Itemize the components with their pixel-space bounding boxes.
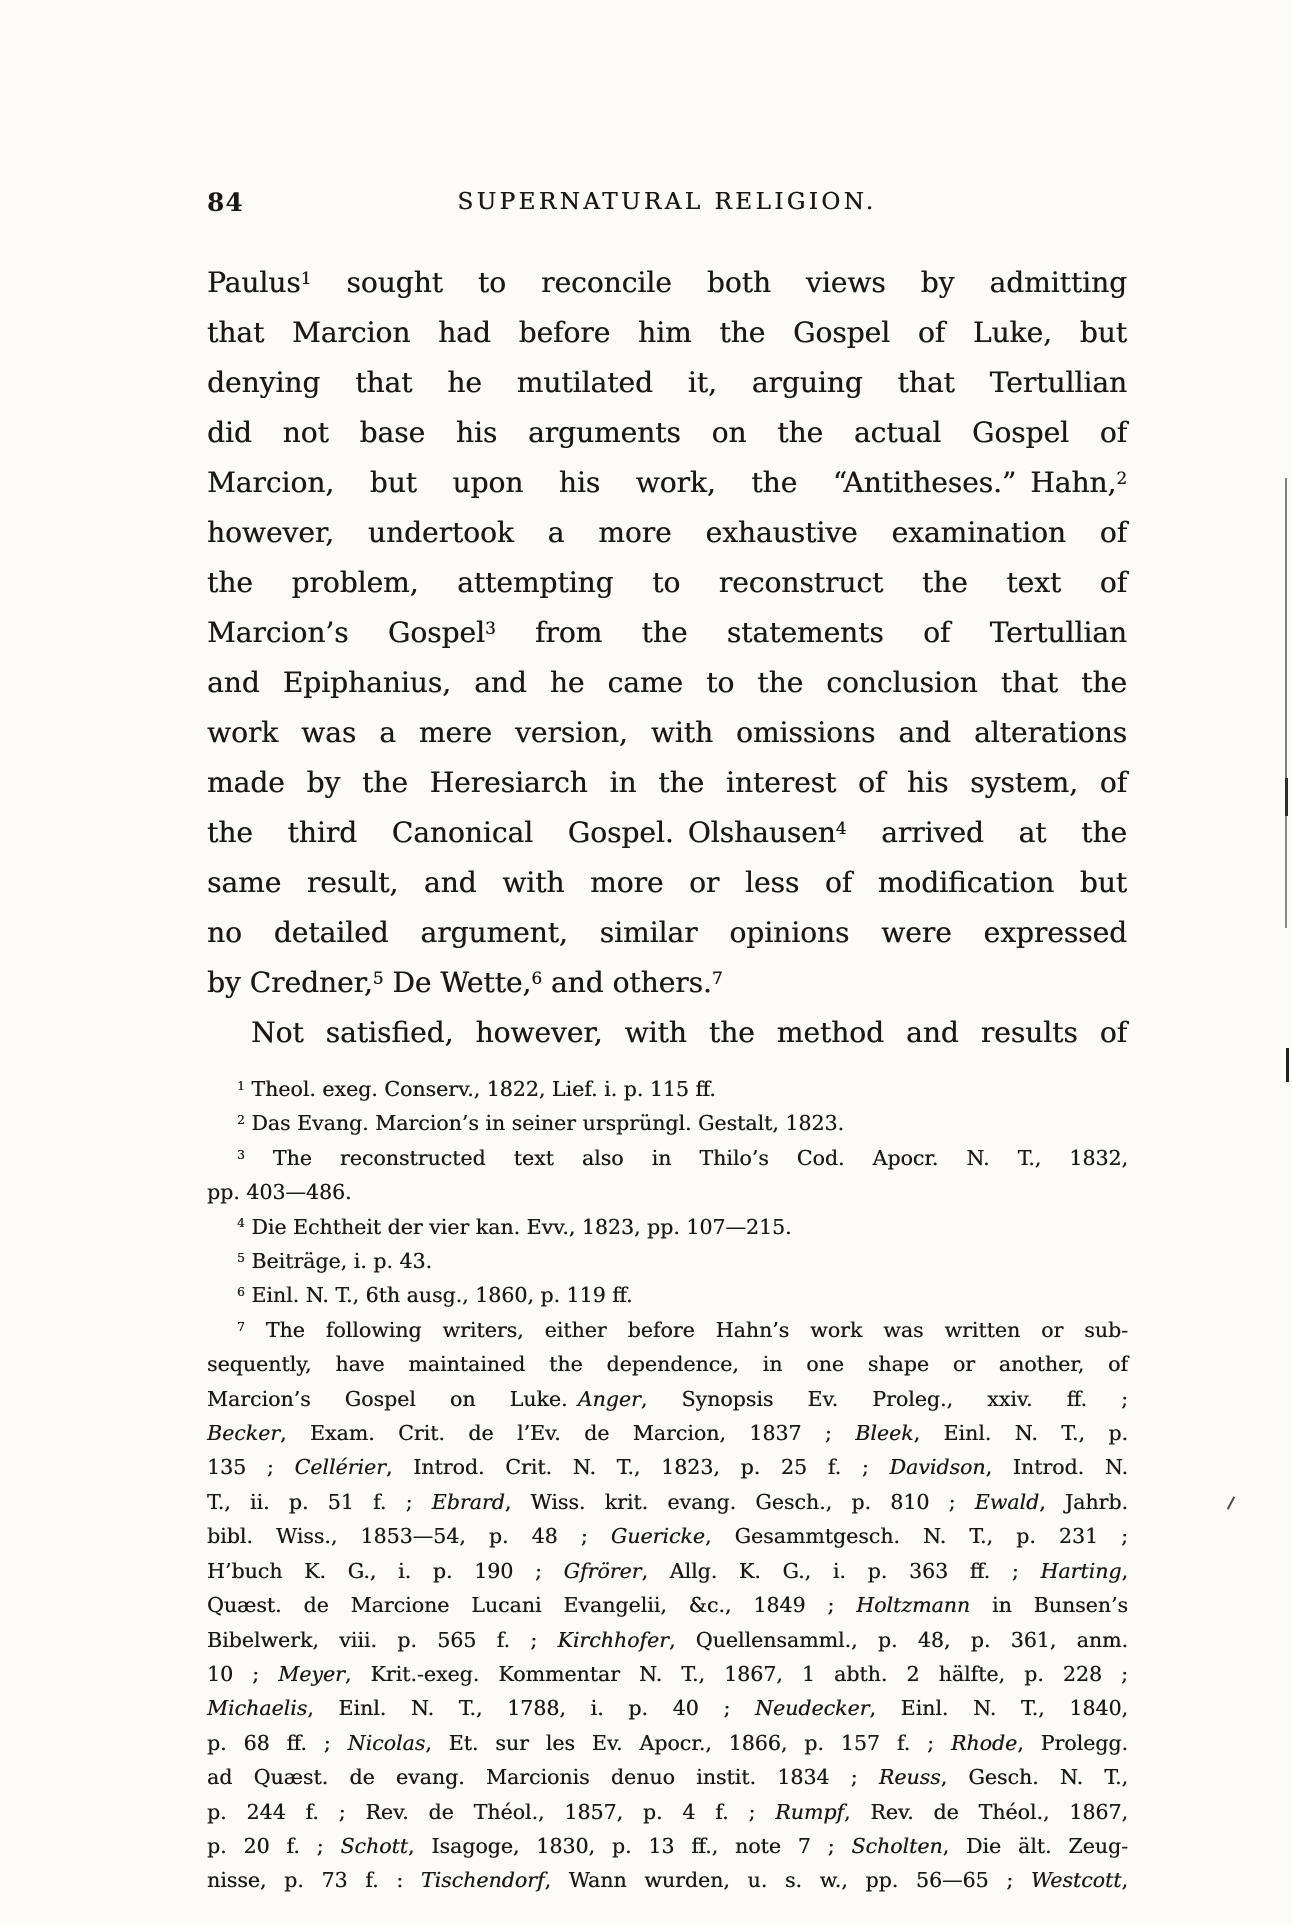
- footnote-line: [207, 1829, 1128, 1863]
- text-segment: 135 ;: [207, 1455, 295, 1480]
- text-segment: Gfrörer: [563, 1558, 642, 1583]
- footnote-line: [207, 1244, 1128, 1278]
- footnote-marker: 1: [300, 267, 312, 288]
- footnote-line: [207, 1726, 1128, 1760]
- text-segment: ,: [1121, 1868, 1128, 1893]
- text-segment: , Isagoge, 1830, p. 13 ff., note 7 ;: [407, 1833, 852, 1858]
- text-segment: Reuss: [878, 1765, 941, 1790]
- text-segment: Not satisfied, however, with the method and results of: [251, 1016, 1127, 1049]
- text-segment: Ewald: [974, 1489, 1040, 1514]
- text-segment: pp. 403—486.: [207, 1180, 352, 1205]
- text-segment: Anger: [577, 1386, 641, 1411]
- text-segment: Cellérier: [294, 1455, 386, 1480]
- footnote-marker: 7: [237, 1319, 245, 1334]
- text-segment: , Jahrb.: [1039, 1489, 1128, 1514]
- body-line: [207, 1008, 1127, 1058]
- text-segment: Westcott: [1030, 1868, 1122, 1893]
- text-segment: Quæst. de Marcione Lucani Evangelii, &c., 1849 ;: [207, 1593, 857, 1618]
- text-segment: sought to reconcile both views by admitting: [311, 266, 1127, 299]
- text-segment: p. 244 f. ; Rev. de Théol., 1857, p. 4 f. ;: [207, 1799, 776, 1824]
- text-segment: did not base his arguments on the actual Gospel of: [207, 416, 1127, 449]
- text-segment: , Exam. Crit. de l’Ev. de Marcion, 1837 ;: [280, 1421, 856, 1446]
- body-line: [207, 458, 1127, 508]
- text-segment: no detailed argument, similar opinions were expressed: [207, 916, 1127, 949]
- text-segment: Die Echtheit der vier kan. Evv., 1823, pp. 107—215.: [244, 1214, 792, 1239]
- footnote-line: [207, 1450, 1128, 1484]
- text-segment: Tischendorf: [420, 1868, 545, 1893]
- footnote-line: [207, 1588, 1128, 1622]
- footnote-line: [207, 1485, 1128, 1519]
- body-line: [207, 508, 1127, 558]
- body-line: [207, 808, 1127, 858]
- body-line: [207, 358, 1127, 408]
- text-segment: ad Quæst. de evang. Marcionis denuo instit. 1834 ;: [207, 1765, 879, 1790]
- text-segment: Paulus: [207, 266, 301, 299]
- footnote-marker: 5: [372, 967, 384, 988]
- body-line: [207, 608, 1127, 658]
- text-segment: from the statements of Tertullian: [495, 616, 1127, 649]
- body-line: [207, 708, 1127, 758]
- text-segment: same result, and with more or less of modification but: [207, 866, 1127, 899]
- text-segment: Schott: [340, 1833, 408, 1858]
- text-segment: , Introd. Crit. N. T., 1823, p. 25 f. ;: [385, 1455, 890, 1480]
- footnote-line: [207, 1175, 1128, 1209]
- body-line: [207, 658, 1127, 708]
- text-segment: Marcion’s Gospel on Luke.: [207, 1386, 578, 1411]
- footnote-line: [207, 1519, 1128, 1553]
- scan-artifact-gutter-line: [1285, 778, 1288, 816]
- body-line: [207, 958, 1127, 1008]
- text-segment: Bleek: [855, 1421, 914, 1446]
- text-segment: , Synopsis Ev. Proleg., xxiv. ff. ;: [640, 1386, 1128, 1411]
- text-segment: the third Canonical Gospel. Olshausen: [207, 816, 836, 849]
- text-segment: , Introd. N.: [985, 1455, 1128, 1480]
- text-segment: The following writers, either before Hahn’s work was written or sub-: [244, 1317, 1128, 1342]
- body-line: [207, 258, 1127, 308]
- text-segment: , Gesch. N. T.,: [940, 1765, 1128, 1790]
- paragraph: [207, 258, 1127, 1008]
- paragraph: [207, 1008, 1127, 1058]
- footnote-marker: 4: [835, 817, 847, 838]
- body-text: [207, 258, 1127, 1058]
- text-segment: , Quellensamml., p. 48, p. 361, anm.: [668, 1627, 1128, 1652]
- text-segment: Guericke: [610, 1524, 705, 1549]
- footnote-line: [207, 1313, 1128, 1347]
- text-segment: H’buch K. G., i. p. 190 ;: [207, 1558, 564, 1583]
- footnote-line: [207, 1416, 1128, 1450]
- text-segment: p. 20 f. ;: [207, 1833, 341, 1858]
- text-segment: by Credner,: [207, 966, 373, 999]
- text-segment: that Marcion had before him the Gospel of Luke, but: [207, 316, 1127, 349]
- footnote-marker: 6: [531, 967, 543, 988]
- footnote-marker: 5: [237, 1250, 245, 1265]
- text-segment: , Allg. K. G., i. p. 363 ff. ;: [641, 1558, 1041, 1583]
- text-segment: Davidson: [889, 1455, 986, 1480]
- text-segment: T., ii. p. 51 f. ;: [207, 1489, 432, 1514]
- text-segment: the problem, attempting to reconstruct the text of: [207, 566, 1127, 599]
- footnote-line: [207, 1795, 1128, 1829]
- text-segment: Marcion, but upon his work, the “Antitheses.” Hahn,: [207, 466, 1117, 499]
- text-segment: , Et. sur les Ev. Apocr., 1866, p. 157 f. ;: [425, 1730, 951, 1755]
- text-segment: Scholten: [851, 1833, 943, 1858]
- text-segment: bibl. Wiss., 1853—54, p. 48 ;: [207, 1524, 611, 1549]
- text-segment: , Einl. N. T., 1788, i. p. 40 ;: [307, 1696, 756, 1721]
- running-head: [207, 188, 1127, 222]
- text-segment: Harting: [1040, 1558, 1122, 1583]
- text-segment: Neudecker: [755, 1696, 870, 1721]
- text-segment: Kirchhofer: [557, 1627, 669, 1652]
- text-segment: p. 68 ff. ;: [207, 1730, 348, 1755]
- text-segment: nisse, p. 73 f. :: [207, 1868, 421, 1893]
- text-segment: , Die ält. Zeug-: [942, 1833, 1128, 1858]
- footnote-line: [207, 1554, 1128, 1588]
- text-segment: and Epiphanius, and he came to the conclusion that the: [207, 666, 1127, 699]
- text-segment: Nicolas: [347, 1730, 426, 1755]
- scan-artifact-gutter-line: [1285, 816, 1287, 928]
- footnote-line: [207, 1210, 1128, 1244]
- text-segment: Meyer: [278, 1661, 345, 1686]
- text-segment: however, undertook a more exhaustive examination of: [207, 516, 1127, 549]
- footnote-marker: 6: [237, 1285, 245, 1300]
- text-segment: , Rev. de Théol., 1867,: [844, 1799, 1128, 1824]
- text-segment: , Gesammtgesch. N. T., p. 231 ;: [704, 1524, 1129, 1549]
- page-number: 84: [207, 188, 244, 217]
- footnote-line: [207, 1072, 1128, 1106]
- text-segment: Michaelis: [207, 1696, 308, 1721]
- text-segment: , Einl. N. T., 1840,: [869, 1696, 1129, 1721]
- footnote-line: [207, 1106, 1128, 1140]
- footnote-line: [207, 1657, 1128, 1691]
- text-segment: The reconstructed text also in Thilo’s Cod. Apocr. N. T., 1832,: [244, 1145, 1128, 1170]
- footnote-line: [207, 1623, 1128, 1657]
- text-segment: , Wann wurden, u. s. w., pp. 56—65 ;: [544, 1868, 1031, 1893]
- footnote-marker: 2: [237, 1113, 245, 1128]
- text-segment: Theol. exeg. Conserv., 1822, Lief. i. p. 115 ff.: [244, 1077, 716, 1101]
- text-segment: made by the Heresiarch in the interest of his system, of: [207, 766, 1127, 799]
- text-segment: Holtzmann: [856, 1593, 971, 1618]
- body-line: [207, 858, 1127, 908]
- text-segment: , Krit.-exeg. Kommentar N. T., 1867, 1 abth. 2 hälfte, p. 228 ;: [344, 1661, 1128, 1686]
- footnotes: [207, 1072, 1128, 1898]
- body-line: [207, 558, 1127, 608]
- text-segment: Das Evang. Marcion’s in seiner ursprüngl. Gestalt, 1823.: [244, 1111, 845, 1136]
- text-segment: Rumpf: [775, 1799, 844, 1824]
- text-segment: Becker: [207, 1421, 281, 1446]
- footnote-marker: 2: [1116, 467, 1127, 488]
- footnote-marker: 1: [237, 1078, 245, 1093]
- text-segment: sequently, have maintained the dependence, in one shape or another, of: [207, 1352, 1128, 1377]
- footnote-marker: 4: [237, 1216, 245, 1231]
- footnote-line: [207, 1760, 1128, 1794]
- text-segment: Einl. N. T., 6th ausg., 1860, p. 119 ff.: [244, 1283, 633, 1308]
- text-segment: , Einl. N. T., p.: [913, 1421, 1128, 1446]
- text-segment: in Bunsen’s: [970, 1593, 1128, 1618]
- footnote-line: [207, 1347, 1128, 1381]
- text-segment: denying that he mutilated it, arguing that Tertullian: [207, 366, 1127, 399]
- text-segment: Beiträge, i. p. 43.: [244, 1249, 432, 1274]
- text-segment: work was a mere version, with omissions and alterations: [207, 716, 1127, 749]
- text-segment: and others.: [542, 966, 712, 999]
- footnote-line: [207, 1691, 1128, 1725]
- footnote-marker: 7: [711, 967, 723, 988]
- body-line: [207, 758, 1127, 808]
- footnote-line: [207, 1278, 1128, 1312]
- text-segment: , Wiss. krit. evang. Gesch., p. 810 ;: [504, 1489, 975, 1514]
- body-line: [207, 308, 1127, 358]
- text-segment: De Wette,: [383, 966, 532, 999]
- text-segment: Rhode: [950, 1730, 1018, 1755]
- footnote-marker: 3: [237, 1147, 245, 1162]
- text-segment: 10 ;: [207, 1661, 279, 1686]
- scan-artifact-gutter-dash: [1286, 1048, 1289, 1082]
- text-segment: , Prolegg.: [1017, 1730, 1128, 1755]
- text-segment: Marcion’s Gospel: [207, 616, 485, 649]
- footnote-line: [207, 1141, 1128, 1175]
- footnote-line: [207, 1382, 1128, 1416]
- body-line: [207, 908, 1127, 958]
- text-segment: Bibelwerk, viii. p. 565 f. ;: [207, 1627, 558, 1652]
- text-segment: arrived at the: [846, 816, 1127, 849]
- text-segment: ,: [1121, 1558, 1129, 1583]
- text-segment: Ebrard: [431, 1489, 505, 1514]
- footnote-marker: 3: [484, 617, 496, 638]
- scan-artifact-gutter-line: [1285, 478, 1287, 778]
- body-line: [207, 408, 1127, 458]
- scan-artifact-speck: [1227, 1496, 1235, 1509]
- running-title: SUPERNATURAL RELIGION.: [457, 189, 877, 215]
- footnote-line: [207, 1863, 1128, 1897]
